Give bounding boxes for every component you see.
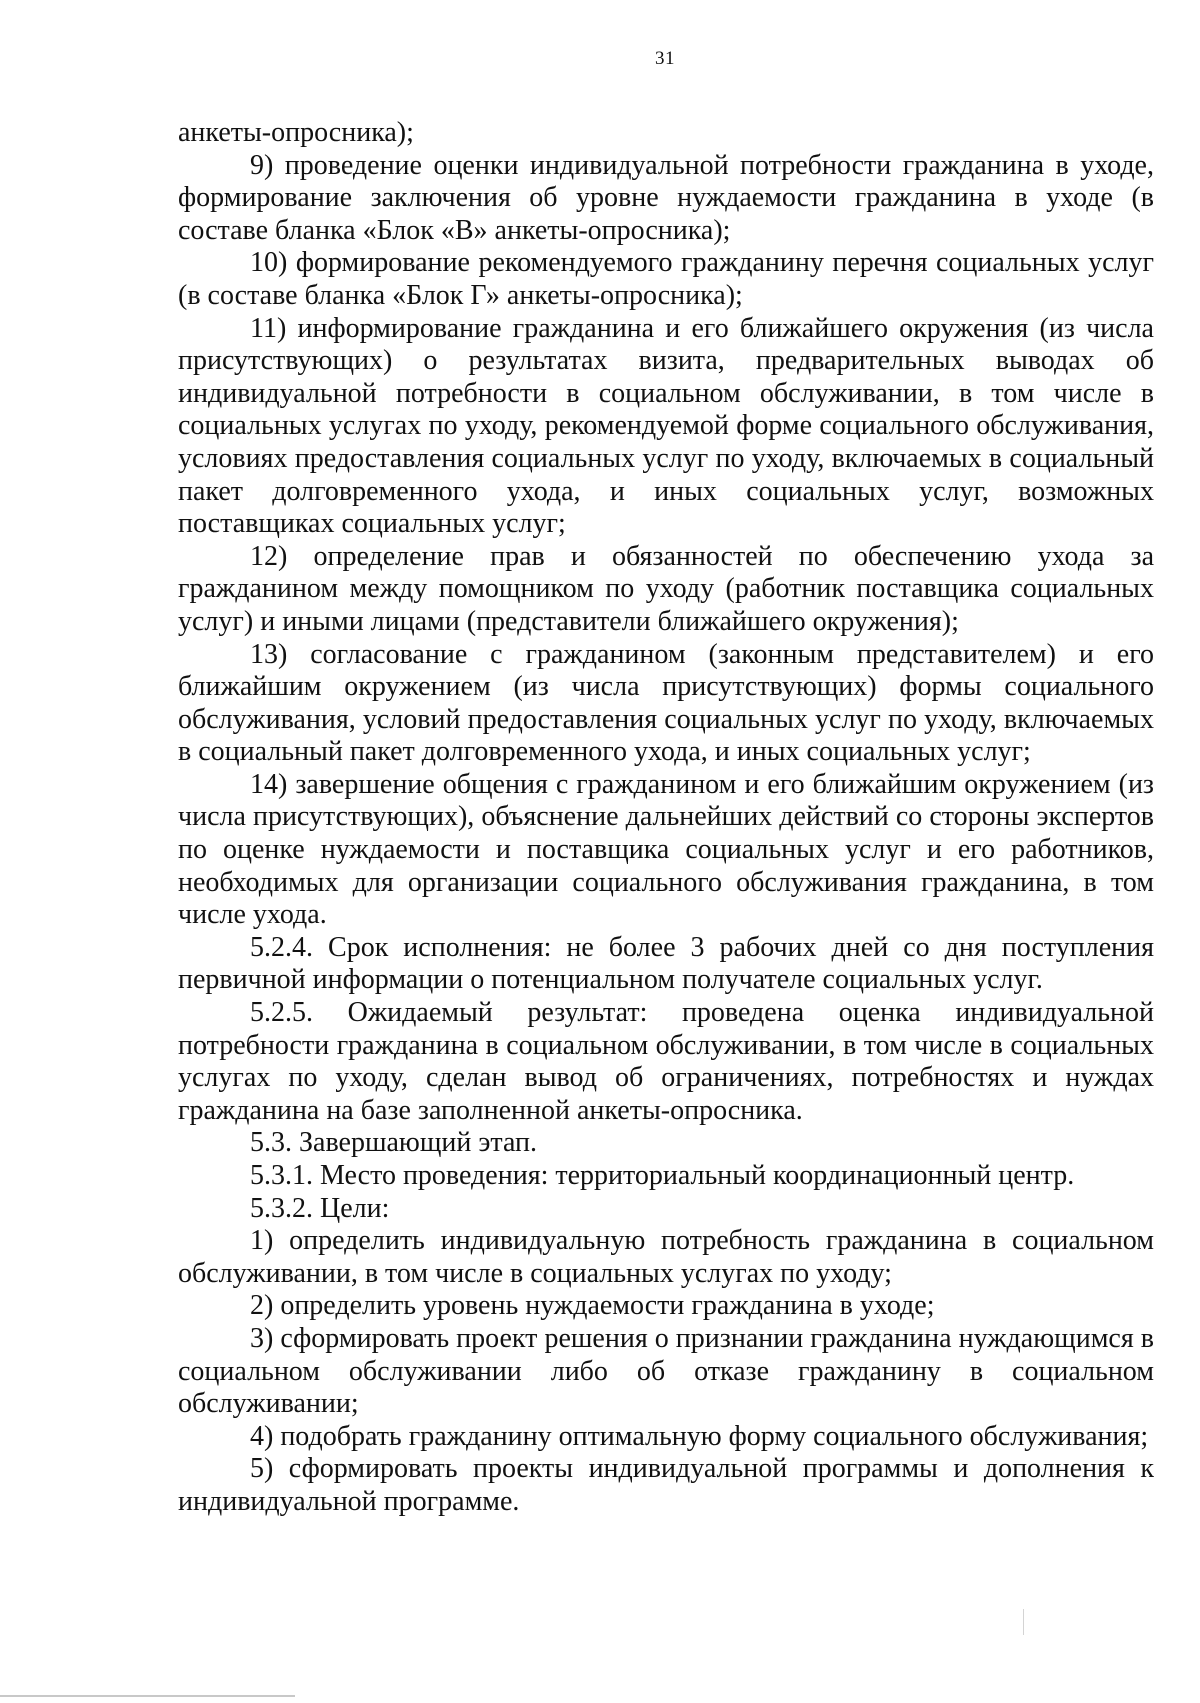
scan-mark — [1023, 1609, 1024, 1635]
page-number: 31 — [655, 48, 675, 69]
goal-item-4: 4) подобрать гражданину оптимальную форму социального обслуживания; — [250, 1420, 1149, 1452]
section-5-2-5: 5.2.5. Ожидаемый результат: проведена оценка индивидуальной потребности гражданина в социальном обслуживании, в том числе в социальных услугах по уходу, сделан вывод об ограничениях, потребностях и нуждах гражданина на базе заполненной анкеты-опросника. — [178, 997, 1154, 1126]
goal-item-3: 3) сформировать проект решения о признании гражданина нуждающимся в социальном обслуживании либо об отказе гражданину в социальном обслуживании; — [178, 1322, 1154, 1420]
section-5-2-4: 5.2.4. Срок исполнения: не более 3 рабочих дней со дня поступления первичной информации о потенциальном получателе социальных услуг. — [178, 931, 1154, 996]
section-5-3-1: 5.3.1. Место проведения: территориальный координационный центр. — [250, 1160, 1075, 1191]
document-body — [178, 117, 1154, 1519]
scan-edge-line — [0, 1695, 295, 1697]
paragraph-continuation: анкеты-опросника); — [178, 117, 414, 148]
goal-item-5: 5) сформировать проекты индивидуальной программы и дополнения к индивидуальной программе. — [178, 1453, 1154, 1517]
list-item-12: 12) определение прав и обязанностей по обеспечению ухода за гражданином между помощником по уходу (работник поставщика социальных услуг) и иными лицами (представители ближайшего окружения); — [178, 540, 1154, 637]
list-item-13: 13) согласование с гражданином (законным представителем) и его ближайшим окружением (из числа присутствующих) формы социального обслуживания, условий предоставления социальных услуг по уходу, включаемых в социальный пакет долговременного ухода, и иных социальных услуг; — [178, 638, 1154, 768]
goal-item-1: 1) определить индивидуальную потребность гражданина в социальном обслуживании, в том числе в социальных услугах по уходу; — [178, 1225, 1154, 1289]
goal-item-2: 2) определить уровень нуждаемости гражданина в уходе; — [250, 1290, 935, 1322]
list-item-14: 14) завершение общения с гражданином и его ближайшим окружением (из числа присутствующих), объяснение дальнейших действий со стороны экспертов по оценке нуждаемости и поставщика социальных услуг и его работников, необходимых для организации социального обслуживания гражданина, в том числе ухода. — [178, 768, 1154, 931]
list-item-11: 11) информирование гражданина и его ближайшего окружения (из числа присутствующих) о результатах визита, предварительных выводах об индивидуальной потребности в социальном обслуживании, в том числе в социальных услугах по уходу, рекомендуемой форме социального обслуживания, условиях предоставления социальных услуг по уходу, включаемых в социальный пакет долговременного ухода, и иных социальных услуг, возможных поставщиках социальных услуг; — [178, 312, 1154, 540]
section-5-3-2: 5.3.2. Цели: — [250, 1192, 390, 1224]
section-5-3-heading: 5.3. Завершающий этап. — [250, 1127, 538, 1159]
list-item-9: 9) проведение оценки индивидуальной потребности гражданина в уходе, формирование заключения об уровне нуждаемости гражданина в уходе (в составе бланка «Блок «В» анкеты-опросника); — [178, 149, 1154, 246]
list-item-10: 10) формирование рекомендуемого гражданину перечня социальных услуг (в составе бланка «Блок Г» анкеты-опросника); — [178, 247, 1154, 311]
